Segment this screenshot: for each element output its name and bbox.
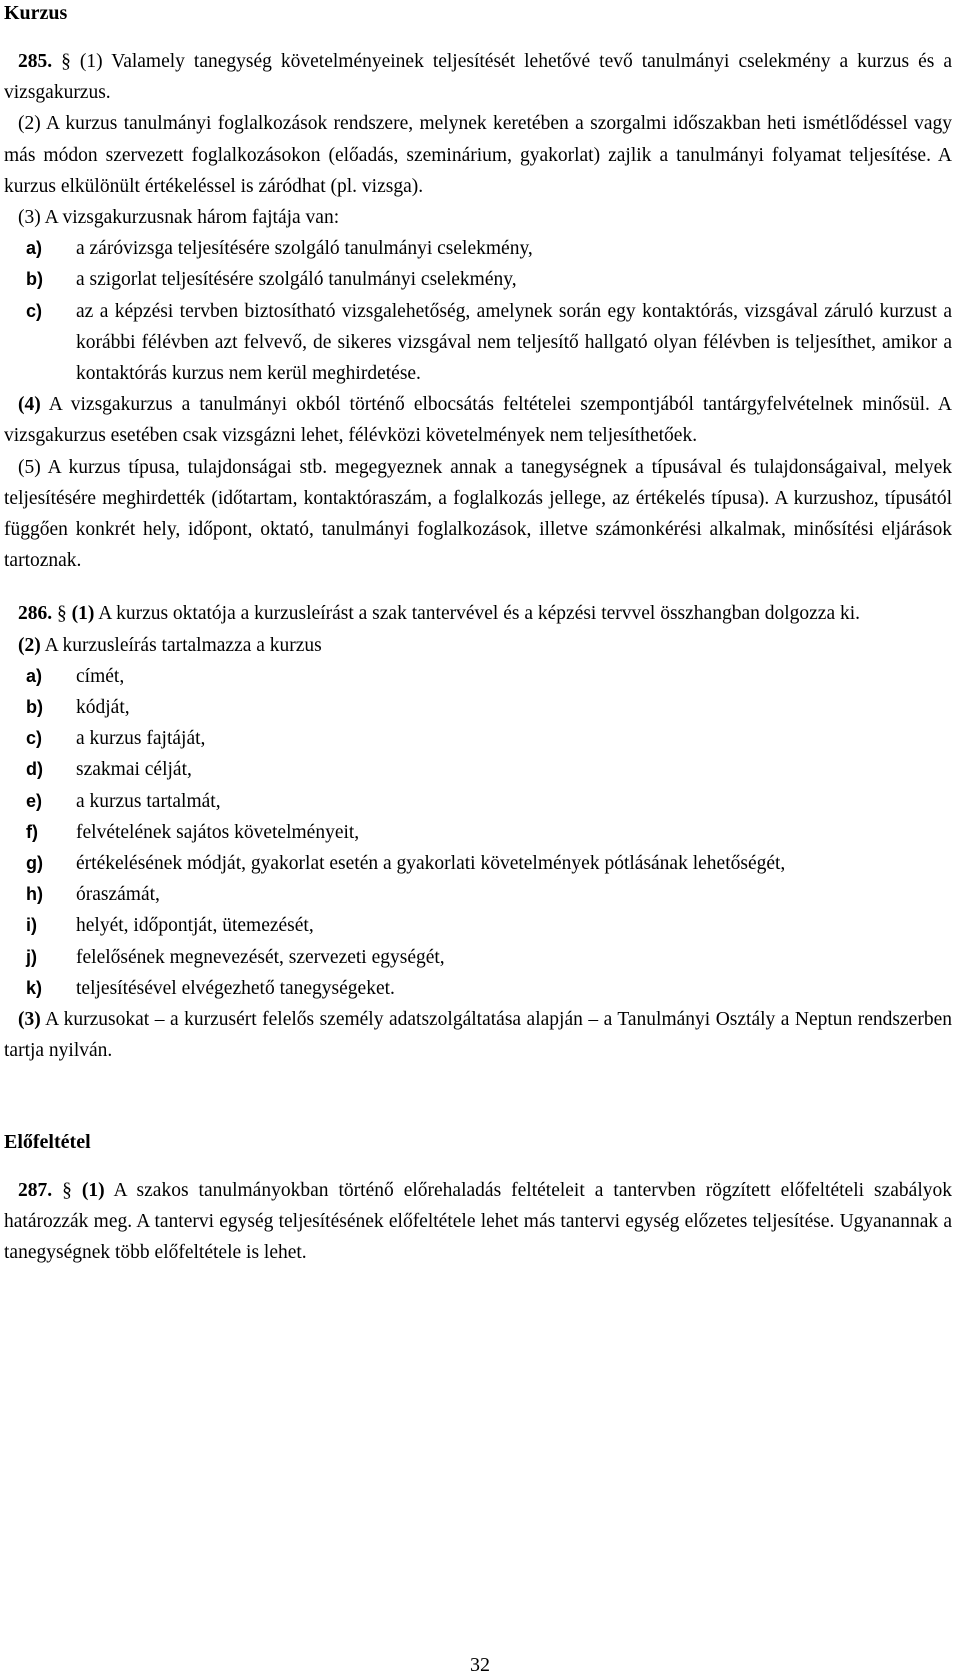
paragraph-text: A kurzusleírás tartalmazza a kurzus bbox=[44, 634, 322, 656]
list-item bbox=[4, 973, 952, 1004]
paragraph-287-1 bbox=[4, 1175, 952, 1269]
section-sign: § bbox=[61, 51, 71, 72]
paragraph-text: Valamely tanegység követelményeinek teljesítését lehetővé tevő tanulmányi cselekmény a kurzus és a vizsgakurzus. bbox=[4, 51, 953, 104]
list-item-text: a kurzus tartalmát, bbox=[76, 790, 221, 812]
article-number-287: 287. bbox=[18, 1179, 53, 1201]
list-item bbox=[4, 848, 952, 879]
paragraph-text: A kurzus típusa, tulajdonságai stb. megegyeznek annak a tanegységnek a típusával és tulajdonságaival, melyek teljesítésére meghirdették (időtartam, kontaktóraszám, a foglalkozás jellege, az értékelés típusa). A kurzushoz, típusától függően konkrét hely, időpont, oktató, tanulmányi foglalkozások, illetve számonkérési alkalmak, minősítési eljárások tartoznak. bbox=[4, 456, 952, 572]
list-item bbox=[4, 754, 952, 785]
list-item-text: teljesítésével elvégezhető tanegységeket. bbox=[76, 977, 395, 999]
list-item-text: értékelésének módját, gyakorlat esetén a gyakorlati követelmények pótlásának lehetőségét, bbox=[76, 853, 786, 875]
subsection-label: (1) bbox=[79, 51, 103, 72]
section-title-elofeltetel: Előfeltétel bbox=[4, 1130, 91, 1153]
subsection-label: (4) bbox=[18, 394, 41, 416]
list-item-text: címét, bbox=[76, 665, 125, 687]
list-item-label: e) bbox=[26, 790, 43, 811]
subsection-label: (2) bbox=[18, 634, 41, 656]
list-item-text: óraszámát, bbox=[76, 884, 160, 906]
paragraph-285-1 bbox=[4, 46, 952, 108]
list-item-text: a szigorlat teljesítésére szolgáló tanulmányi cselekmény, bbox=[76, 269, 517, 291]
list-item bbox=[4, 264, 952, 295]
list-item bbox=[4, 942, 952, 973]
list-item-label: a) bbox=[26, 665, 43, 686]
section-sign: § bbox=[57, 603, 67, 625]
list-item-label: h) bbox=[26, 884, 43, 905]
list-item-label: b) bbox=[26, 697, 43, 718]
list-item-text: felvételének sajátos követelményeit, bbox=[76, 821, 360, 843]
paragraph-285-5 bbox=[4, 452, 952, 577]
list-item-label: c) bbox=[26, 728, 43, 749]
list-item-label: j) bbox=[26, 946, 37, 967]
paragraph-286-2 bbox=[4, 630, 952, 661]
list-item bbox=[4, 723, 952, 754]
list-item-label: a) bbox=[26, 238, 43, 259]
paragraph-286-3 bbox=[4, 1004, 952, 1066]
list-item bbox=[4, 879, 952, 910]
paragraph-text: A szakos tanulmányokban történő előrehaladás feltételeit a tantervben rögzített előfeltételi szabályok határozzák meg. A tantervi egység teljesítésének előfeltétele lehet más tantervi egység előzetes teljesítése. Ugyanannak a tanegységnek több előfeltétele is lehet. bbox=[4, 1179, 952, 1263]
list-item bbox=[4, 786, 952, 817]
list-item bbox=[4, 233, 952, 264]
paragraph-text: A vizsgakurzus a tanulmányi okból történő elbocsátás feltételei szempontjából tantárgyfelvételnek minősül. A vizsgakurzus esetében csak vizsgázni lehet, félévközi követelmények nem teljesíthetőek. bbox=[4, 394, 952, 447]
list-item-text: felelősének megnevezését, szervezeti egységét, bbox=[76, 946, 445, 968]
list-item-label: c) bbox=[26, 300, 43, 321]
subsection-label: (1) bbox=[81, 1179, 105, 1201]
list-item bbox=[4, 817, 952, 848]
subsection-label: (1) bbox=[71, 603, 95, 625]
list-item-label: g) bbox=[26, 853, 43, 874]
section-sign: § bbox=[62, 1179, 72, 1201]
list-item-text: a kurzus fajtáját, bbox=[76, 728, 206, 750]
subsection-label: (2) bbox=[18, 113, 41, 135]
subsection-label: (5) bbox=[18, 456, 41, 478]
list-item-text: kódját, bbox=[76, 697, 130, 719]
list-item-text: szakmai célját, bbox=[76, 759, 192, 781]
subsection-label: (3) bbox=[18, 1009, 41, 1031]
list-item bbox=[4, 910, 952, 941]
paragraph-285-2 bbox=[4, 108, 952, 202]
section-title-kurzus: Kurzus bbox=[4, 2, 68, 24]
list-item-label: d) bbox=[26, 759, 43, 780]
list-item-label: k) bbox=[26, 977, 43, 998]
paragraph-286-1 bbox=[4, 598, 952, 629]
paragraph-285-3 bbox=[4, 202, 952, 233]
article-number-286: 286. bbox=[18, 603, 53, 625]
paragraph-285-4 bbox=[4, 389, 952, 451]
page-number: 32 bbox=[470, 1654, 490, 1676]
list-item-text: az a képzési tervben biztosítható vizsgalehetőség, amelynek során egy kontaktórás, vizsgával záruló kurzust a korábbi félévben azt felvevő, de sikeres vizsgával nem teljesítő hallgató olyan félévben is teljesíthet, amikor a kontaktórás kurzus nem kerül meghirdetése. bbox=[76, 300, 952, 385]
article-number-285: 285. bbox=[18, 51, 53, 72]
document-page bbox=[4, 0, 952, 1268]
list-item bbox=[4, 661, 952, 692]
paragraph-text: A kurzus oktatója a kurzusleírást a szak tantervével és a képzési tervvel összhangban dolgozza ki. bbox=[98, 603, 861, 625]
list-item-label: i) bbox=[26, 915, 37, 936]
list-item-label: b) bbox=[26, 269, 43, 290]
list-item-text: helyét, időpontját, ütemezését, bbox=[76, 915, 314, 937]
list-item bbox=[4, 296, 952, 390]
paragraph-text: A vizsgakurzusnak három fajtája van: bbox=[44, 207, 340, 229]
paragraph-text: A kurzus tanulmányi foglalkozások rendszere, melynek keretében a szorgalmi időszakban heti ismétlődéssel vagy más módon szervezett foglalkozásokon (előadás, szeminárium, gyakorlat) zajlik a tanulmányi folyamat teljesítése. A kurzus elkülönült értékeléssel is záródhat (pl. vizsga). bbox=[4, 113, 952, 197]
list-item bbox=[4, 692, 952, 723]
paragraph-text: A kurzusokat – a kurzusért felelős személy adatszolgáltatása alapján – a Tanulmányi Osztály a Neptun rendszerben tartja nyilván. bbox=[4, 1009, 952, 1062]
list-item-text: a záróvizsga teljesítésére szolgáló tanulmányi cselekmény, bbox=[76, 238, 533, 260]
list-item-label: f) bbox=[26, 821, 38, 842]
subsection-label: (3) bbox=[18, 207, 41, 229]
